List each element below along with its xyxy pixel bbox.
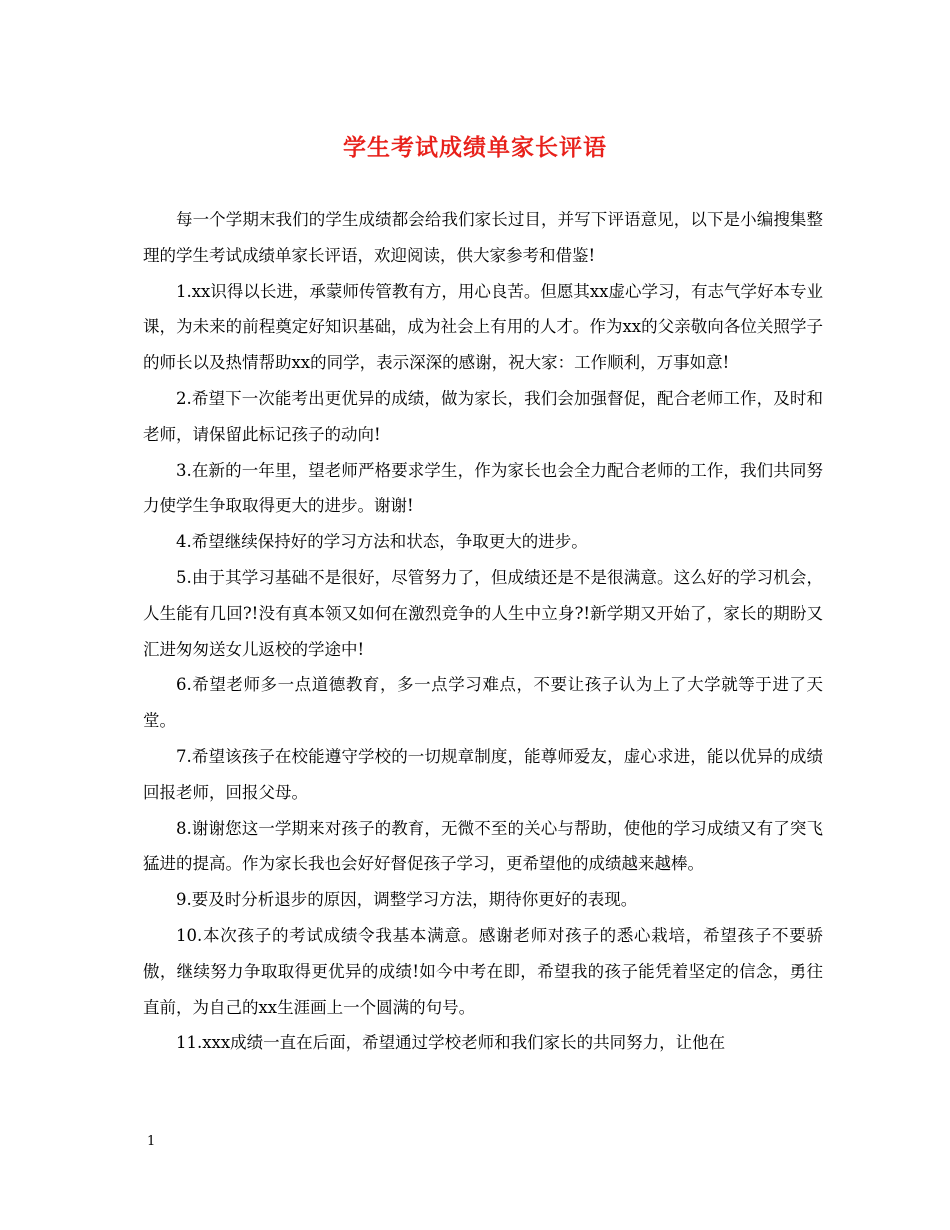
comment-paragraph-6: 6.希望老师多一点道德教育，多一点学习难点，不要让孩子认为上了大学就等于进了天堂。 xyxy=(143,675,823,731)
comment-paragraph-10: 10.本次孩子的考试成绩令我基本满意。感谢老师对孩子的悉心栽培，希望孩子不要骄傲，继续努力争取取得更优异的成绩!如今中考在即，希望我的孩子能凭着坚定的信念，勇往直前，为自己的xx生涯画上一个圆满的句号。 xyxy=(143,925,823,1017)
comment-paragraph-1: 1.xx识得以长进，承蒙师传管教有方，用心良苦。但愿其xx虚心学习，有志气学好本专业课，为未来的前程奠定好知识基础，成为社会上有用的人才。作为xx的父亲敬向各位关照学子的师长以及热情帮助xx的同学，表示深深的感谢，祝大家：工作顺利，万事如意! xyxy=(143,281,823,373)
comment-paragraph-11: 11.xxx成绩一直在后面，希望通过学校老师和我们家长的共同努力，让他在 xyxy=(176,1033,726,1053)
page-number: 1 xyxy=(147,1134,156,1149)
comment-paragraph-9: 9.要及时分析退步的原因，调整学习方法，期待你更好的表现。 xyxy=(176,890,638,910)
comment-paragraph-5: 5.由于其学习基础不是很好，尽管努力了，但成绩还是不是很满意。这么好的学习机会，人生能有几回?!没有真本领又如何在激烈竞争的人生中立身?!新学期又开始了，家长的期盼又汇进匆匆送女儿返校的学途中! xyxy=(143,567,823,659)
comment-paragraph-4: 4.希望继续保持好的学习方法和状态，争取更大的进步。 xyxy=(176,532,588,552)
intro-paragraph: 每一个学期末我们的学生成绩都会给我们家长过目，并写下评语意见，以下是小编搜集整理的学生考试成绩单家长评语，欢迎阅读，供大家参考和借鉴! xyxy=(143,210,823,265)
comment-paragraph-2: 2.希望下一次能考出更优异的成绩，做为家长，我们会加强督促，配合老师工作，及时和老师，请保留此标记孩子的动向! xyxy=(143,388,823,444)
comment-paragraph-3: 3.在新的一年里，望老师严格要求学生，作为家长也会全力配合老师的工作，我们共同努力使学生争取取得更大的进步。谢谢! xyxy=(143,460,823,516)
comment-paragraph-8: 8.谢谢您这一学期来对孩子的教育，无微不至的关心与帮助，使他的学习成绩又有了突飞猛进的提高。作为家长我也会好好督促孩子学习，更希望他的成绩越来越棒。 xyxy=(143,818,823,874)
document-title: 学生考试成绩单家长评语 xyxy=(343,134,607,161)
document-body xyxy=(143,202,823,1061)
comment-paragraph-7: 7.希望该孩子在校能遵守学校的一切规章制度，能尊师爱友，虚心求进，能以优异的成绩回报老师，回报父母。 xyxy=(143,746,823,802)
